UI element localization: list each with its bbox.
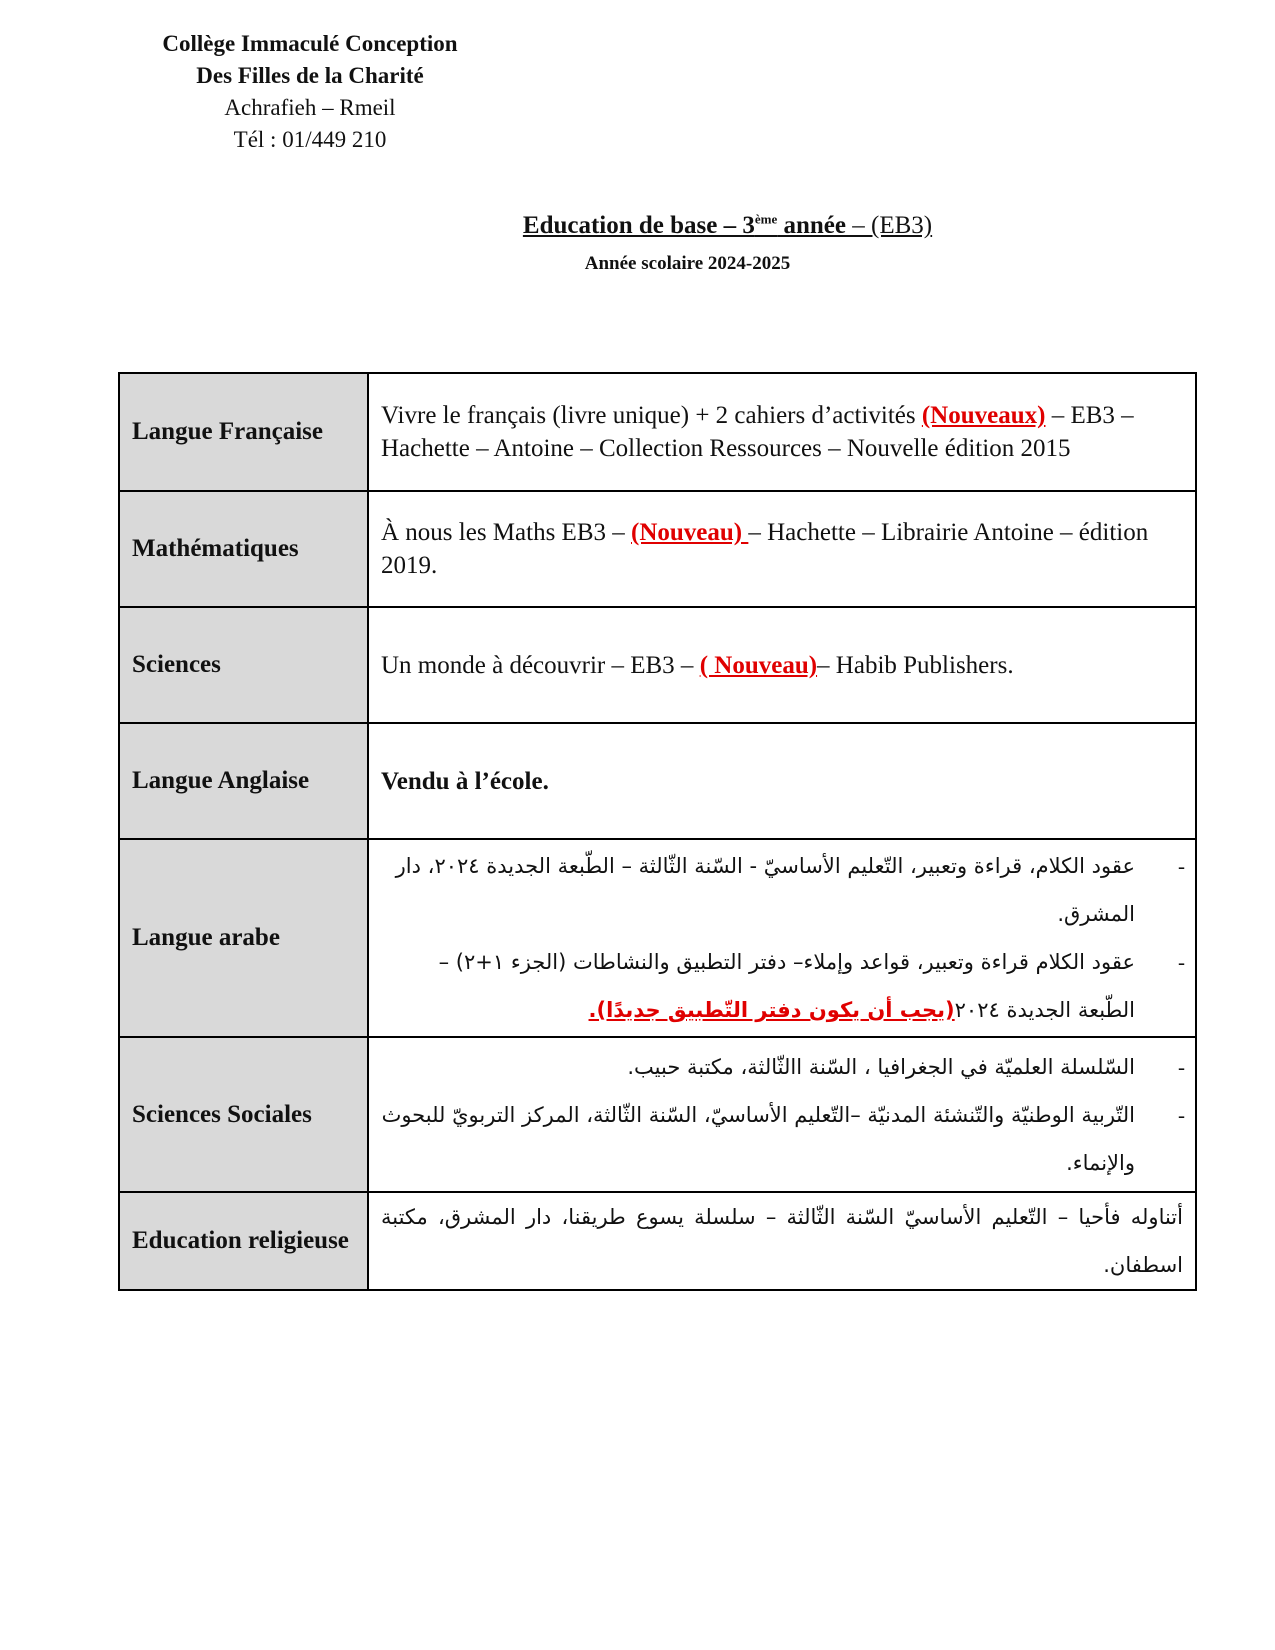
book-text: À nous les Maths EB3 – — [381, 519, 631, 546]
subject-label: Mathématiques — [119, 491, 368, 607]
title-part3: – (EB3) — [846, 212, 933, 240]
subject-label: Sciences — [119, 607, 368, 723]
book-text: – EB3 – Hachette – Antoine – Collection Ressources – Nouvelle édition 2015 — [381, 402, 1134, 462]
new-tag: (Nouveau) — [631, 519, 749, 546]
book-text: Un monde à découvrir – EB3 – — [381, 651, 700, 679]
table-row — [119, 491, 1196, 607]
list-item: - السّلسلة العلميّة في الجغرافيا ، السّنة االثّالثة، مكتبة حبيب. — [381, 1043, 1171, 1091]
subject-label: Langue Anglaise — [119, 723, 368, 839]
title-part2: année — [777, 212, 846, 240]
school-phone: Tél : 01/449 210 — [233, 127, 387, 152]
new-tag: (Nouveaux) — [921, 402, 1046, 429]
book-text: عقود الكلام قراءة وتعبير، قواعد وإملاء– دفتر التطبيق والنشاطات (الجزء ١+٢) – الطّبعة الجديدة ٢٠٢٤ — [438, 950, 1135, 1022]
table-row — [119, 607, 1196, 723]
book-list-table — [118, 372, 1197, 1291]
title-part1: Education de base – 3 — [522, 212, 755, 240]
school-name: Collège Immaculé Conception — [162, 31, 458, 56]
book-entry: Vendu à l’école. — [368, 723, 1196, 839]
list-item: - التّربية الوطنيّة والتّنشئة المدنيّة –التّعليم الأساسيّ، السّنة الثّالثة، المركز التربويّ للبحوث والإنماء. — [381, 1091, 1171, 1187]
book-entry — [368, 607, 1196, 723]
book-text: – Hachette – Librairie Antoine – édition 2019. — [381, 519, 1149, 579]
warning-note: (يجب أن يكون دفتر التّطبيق جديدًا). — [588, 998, 955, 1022]
list-item — [381, 938, 1171, 1034]
new-tag: ( Nouveau) — [699, 651, 818, 679]
book-text: – Habib Publishers. — [817, 651, 1014, 679]
school-location: Achrafieh – Rmeil — [224, 95, 396, 120]
book-entry — [368, 491, 1196, 607]
table-row — [119, 839, 1196, 1037]
subject-label: Education religieuse — [119, 1192, 368, 1290]
book-entry: أتناوله فأحيا – التّعليم الأساسيّ السّنة الثّالثة – سلسلة يسوع طريقنا، دار المشرق، مكتبة اسطفان. — [368, 1192, 1196, 1290]
list-item: - عقود الكلام، قراءة وتعبير، التّعليم الأساسيّ - السّنة الثّالثة – الطّبعة الجديدة ٢٠٢٤، دار المشرق. — [381, 842, 1171, 938]
table-row — [119, 1037, 1196, 1192]
table-row — [119, 1192, 1196, 1290]
table-row — [119, 373, 1196, 491]
book-entry — [368, 839, 1196, 1037]
table-row — [119, 723, 1196, 839]
book-entry — [368, 1037, 1196, 1192]
school-year: Année scolaire 2024-2025 — [584, 253, 791, 274]
school-header — [110, 28, 510, 156]
book-text: Vivre le français (livre unique) + 2 cahiers d’activités — [381, 402, 922, 429]
subject-label: Langue arabe — [119, 839, 368, 1037]
subject-label: Sciences Sociales — [119, 1037, 368, 1192]
subject-label: Langue Française — [119, 373, 368, 491]
school-subname: Des Filles de la Charité — [196, 63, 424, 88]
book-entry — [368, 373, 1196, 491]
title-sup: ème — [754, 212, 778, 227]
page-title — [0, 212, 1275, 240]
